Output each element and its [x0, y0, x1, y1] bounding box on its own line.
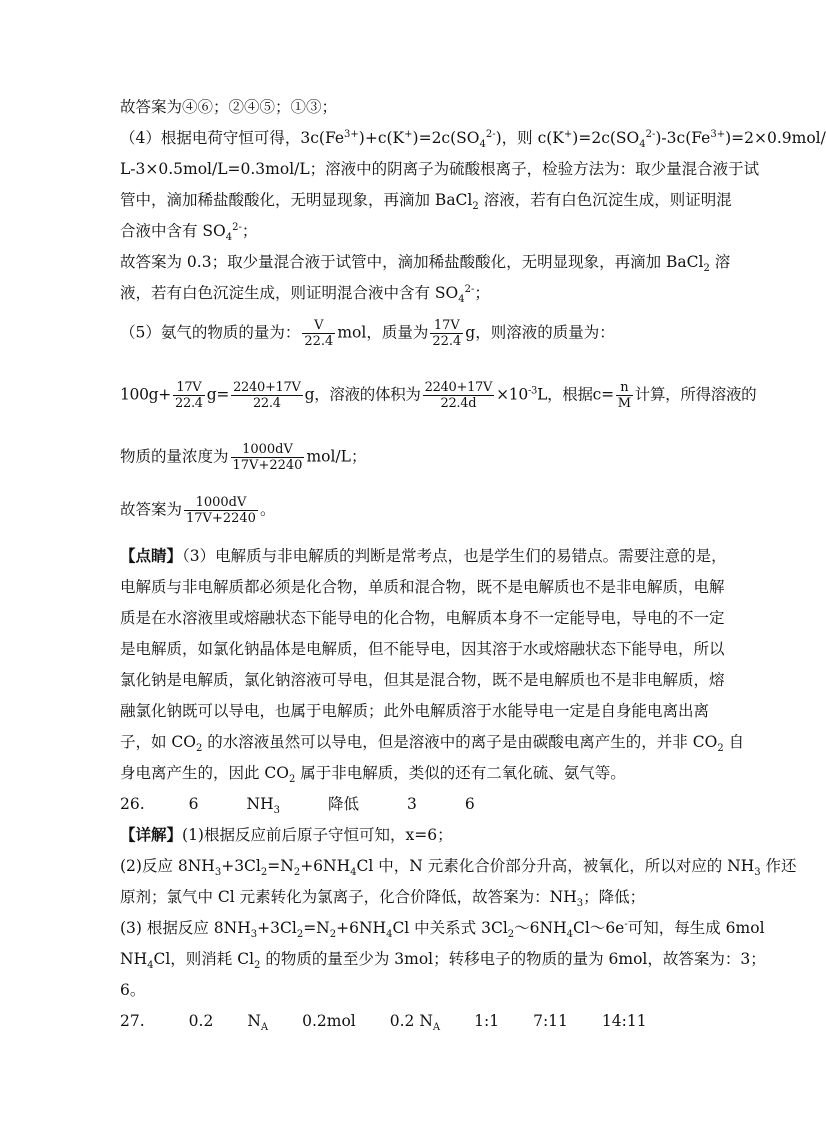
detail-line: (3) 根据反应 $8NH_3+3Cl_2=N_2+6NH_4Cl$ 中关系式 $3Cl_2\sim 6NH_4Cl\sim 6e^-$可知，每生成 6mol	[120, 918, 765, 941]
solution-mass-line: 100g+ $\frac{17V}{22.4}$ g= $\frac{2240+17V}{22.4}$ g，溶液的体积为 $\frac{2240+17V}{22.4d}$ $\times 10^{-3}L$，根据c= $\frac{n}{M}$ 计算，所得溶液的	[120, 380, 757, 411]
answer-line: 故答案为 $\frac{1000dV}{17V+2240}$ 。	[120, 495, 276, 526]
fraction: $\frac{2240+17V}{22.4}$	[233, 380, 301, 411]
fraction: $\frac{V}{22.4}$	[304, 318, 334, 349]
answer-line: 故答案为 0.3；取少量混合液于试管中，滴加稀盐酸酸化，无明显现象，再滴加 BaCl$_2$ 溶	[120, 253, 731, 275]
question-number: 26.	[120, 795, 145, 813]
note-tag: 【点睛】	[120, 546, 183, 565]
fraction: $\frac{1000dV}{17V+2240}$	[186, 495, 256, 526]
note-line: 身电离产生的，因此 $CO_2$ 属于非电解质，类似的还有二氧化硫、氨气等。	[120, 764, 626, 786]
text-line: L-3×0.5mol/L=0.3mol/L；溶液中的阴离子为硫酸根离子，检验方法为：取少量混合液于试	[120, 160, 760, 178]
detail-line: 原剂；氯气中 Cl 元素转化为氯离子，化合价降低，故答案为：$NH_3$；降低；	[120, 888, 646, 910]
fraction: $\frac{2240+17V}{22.4d}$	[424, 380, 493, 411]
fraction: $\frac{17V}{22.4}$	[175, 380, 203, 411]
note-line: 【点睛】（3）电解质与非电解质的判断是常考点，也是学生们的易错点。需要注意的是，	[120, 546, 727, 565]
q27-answers: 27. 0.2 $N_A$ 0.2mol 0.2 $N_A$ 1:1 7:11 14:11	[120, 1012, 647, 1034]
ammonia-amount-line: （5）氨气的物质的量为： $\frac{V}{22.4}$ mol，质量为 $\frac{17V}{22.4}$ g，则溶液的质量为：	[120, 318, 615, 349]
answer-line: 故答案为④⑥；②④⑤；①③；	[120, 98, 338, 116]
detail-line: 【详解】(1)根据反应前后原子守恒可知，x=6；	[120, 825, 453, 844]
detail-line: $NH_4Cl$，则消耗 $Cl_2$ 的物质的量至少为 3mol；转移电子的物质的量为 6mol，故答案为：3；	[120, 950, 766, 972]
note-line: 质是在水溶液里或熔融状态下能导电的化合物，电解质本身不一定能导电，导电的不一定	[120, 609, 725, 627]
question-number: 27.	[120, 1012, 145, 1030]
text-line: 合液中含有 $SO_4^{2-}$；	[120, 221, 258, 244]
fraction: $\frac{17V}{22.4}$	[432, 318, 462, 349]
charge-balance-line: （4）根据电荷守恒可得，$3c(Fe^{3+})+c(K^+)=2c(SO_4^{2-})$，则 $c(K^+)=2c(SO_4^{2-})-3c(Fe^{3+})=2\times 0.9mol/$	[120, 128, 826, 151]
q26-answers: 26. 6 $NH_3$ 降低 3 6	[120, 795, 475, 817]
note-line: 氯化钠是电解质，氯化钠溶液可导电，但其是混合物，既不是电解质也不是非电解质，熔	[120, 671, 725, 689]
note-line: 是电解质，如氯化钠晶体是电解质，但不能导电，因其溶于水或熔融状态下能导电，所以	[120, 640, 725, 658]
detail-tag: 【详解】	[120, 825, 183, 844]
fraction: $\frac{1000dV}{17V+2240}$	[232, 442, 303, 473]
note-line: 子，如 $CO_2$ 的水溶液虽然可以导电，但是溶液中的离子是由碳酸电离产生的，并非 $CO_2$ 自	[120, 733, 745, 755]
concentration-line: 物质的量浓度为 $\frac{1000dV}{17V+2240}$ mol/L；	[120, 442, 367, 473]
detail-line: (2)反应 $8NH_3+3Cl_2=N_2+6NH_4Cl$ 中，N 元素化合价部分升高，被氧化，所以对应的 $NH_3$ 作还	[120, 857, 797, 879]
detail-line: 6。	[120, 981, 146, 999]
note-line: 电解质与非电解质都必须是化合物，单质和混合物，既不是电解质也不是非电解质，电解	[120, 578, 725, 596]
fraction: $\frac{n}{M}$	[617, 380, 631, 411]
note-line: 融氯化钠既可以导电，也属于电解质；此外电解质溶于水能导电一定是自身能电离出离	[120, 702, 710, 720]
text-line: 液，若有白色沉淀生成，则证明混合液中含有 $SO_4^{2-}$；	[120, 283, 490, 306]
text-line: 管中，滴加稀盐酸酸化，无明显现象，再滴加 BaCl$_2$ 溶液，若有白色沉淀生成，则证明混	[120, 191, 732, 213]
